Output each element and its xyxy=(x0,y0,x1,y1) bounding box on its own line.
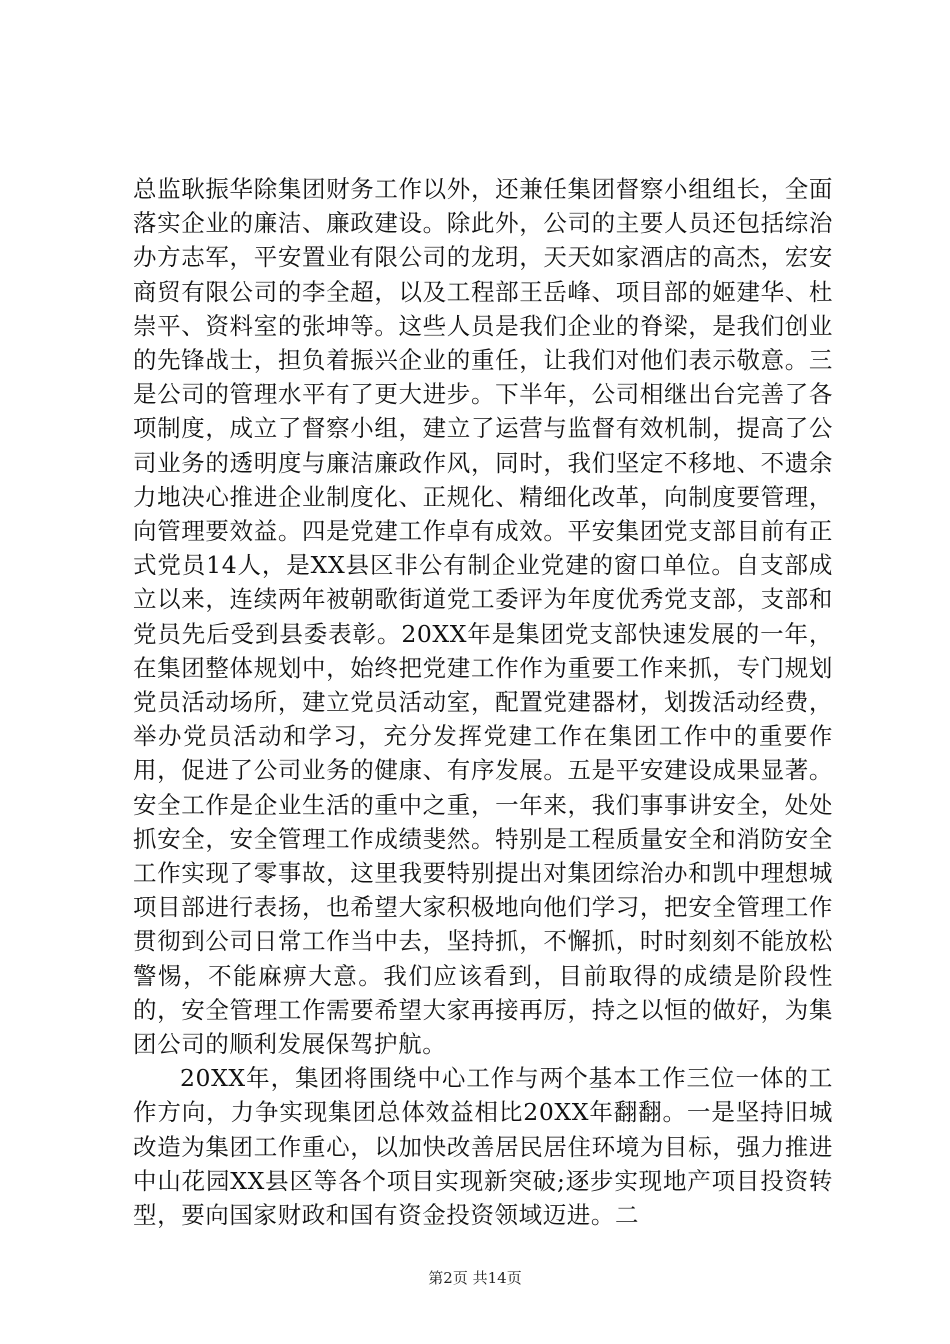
page-number-footer: 第2页 共14页 xyxy=(428,1269,522,1287)
paragraph-1: 总监耿振华除集团财务工作以外，还兼任集团督察小组组长，全面落实企业的廉洁、廉政建设。除此外，公司的主要人员还包括综治办方志军，平安置业有限公司的龙玥，天天如家酒店的高杰，宏安商贸有限公司的李全超，以及工程部王岳峰、项目部的姬建华、杜崇平、资料室的张坤等。这些人员是我们企业的脊梁，是我们创业的先锋战士，担负着振兴企业的重任，让我们对他们表示敬意。三是公司的管理水平有了更大进步。下半年，公司相继出台完善了各项制度，成立了督察小组，建立了运营与监督有效机制，提高了公司业务的透明度与廉洁廉政作风，同时，我们坚定不移地、不遗余力地决心推进企业制度化、正规化、精细化改革，向制度要管理，向管理要效益。四是党建工作卓有成效。平安集团党支部目前有正式党员14人，是XX县区非公有制企业党建的窗口单位。自支部成立以来，连续两年被朝歌街道党工委评为年度优秀党支部，支部和党员先后受到县委表彰。20XX年是集团党支部快速发展的一年，在集团整体规划中，始终把党建工作作为重要工作来抓，专门规划党员活动场所，建立党员活动室，配置党建器材，划拨活动经费，举办党员活动和学习，充分发挥党建工作在集团工作中的重要作用，促进了公司业务的健康、有序发展。五是平安建设成果显著。安全工作是企业生活的重中之重，一年来，我们事事讲安全，处处抓安全，安全管理工作成绩斐然。特别是工程质量安全和消防安全工作实现了零事故，这里我要特别提出对集团综治办和凯中理想城项目部进行表扬，也希望大家积极地向他们学习，把安全管理工作贯彻到公司日常工作当中去，坚持抓，不懈抓，时时刻刻不能放松警惕，不能麻痹大意。我们应该看到，目前取得的成绩是阶段性的，安全管理工作需要希望大家再接再厉，持之以恒的做好，为集团公司的顺利发展保驾护航。 xyxy=(133,175,833,1059)
document-body xyxy=(133,172,833,1232)
paragraph-2: 20XX年，集团将围绕中心工作与两个基本工作三位一体的工作方向，力争实现集团总体效益相比20XX年翻翻。一是坚持旧城改造为集团工作重心，以加快改善居民居住环境为目标，强力推进中山花园XX县区等各个项目实现新突破;逐步实现地产项目投资转型，要向国家财政和国有资金投资领域迈进。二 xyxy=(133,1064,833,1230)
